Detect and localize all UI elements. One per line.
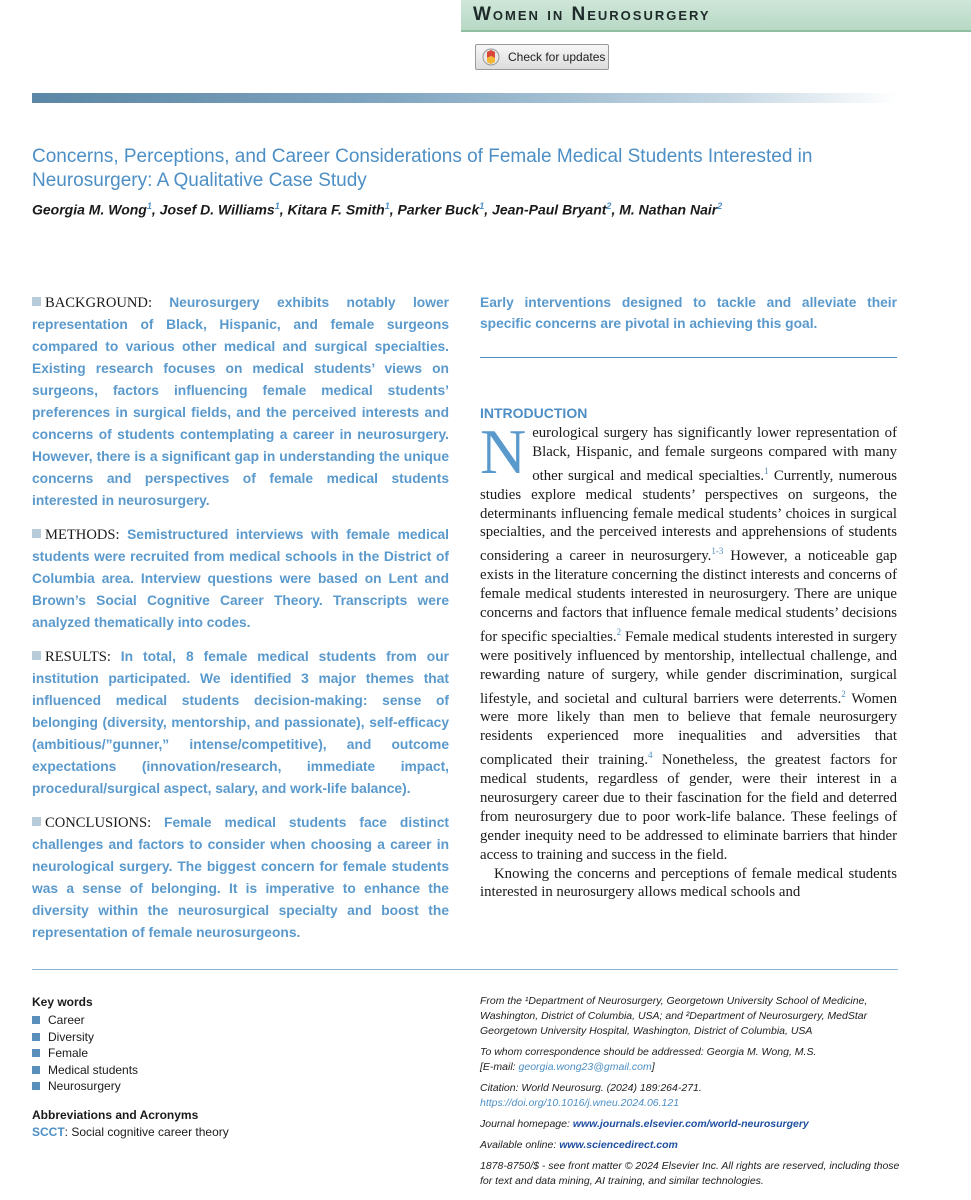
- author-affiliation[interactable]: 1: [274, 201, 280, 211]
- available-label: Available online:: [480, 1139, 560, 1151]
- homepage-label: Journal homepage:: [480, 1118, 573, 1130]
- affiliations: From the ¹Department of Neurosurgery, Georgetown University School of Medicine, Washington, District of Columbia, USA; and ²Department of Neurosurgery, MedStar Georgetown University Hospital, Washington, District of Columbia, USA: [480, 995, 868, 1037]
- drop-cap: N: [480, 416, 527, 487]
- crossmark-icon: [482, 48, 500, 66]
- citation-link[interactable]: 2: [616, 626, 622, 637]
- abstract-text: Early interventions designed to tackle and alleviate their specific concerns are pivotal in achieving this goal.: [480, 295, 897, 331]
- abstract-end-rule: [480, 357, 897, 358]
- citation-link[interactable]: 1-3: [711, 546, 724, 557]
- citation: [480, 1081, 900, 1111]
- citation-link[interactable]: 4: [647, 750, 653, 761]
- author-affiliation[interactable]: 1: [146, 201, 152, 211]
- abstract: [32, 292, 449, 956]
- author-affiliation[interactable]: 1: [479, 201, 485, 211]
- bullet-square-icon: [32, 1066, 40, 1074]
- abstract-text: Neurosurgery exhibits notably lower representation of Black, Hispanic, and female surgeons compared to various other medical and surgical specialties. Existing research focuses on medical students’ views on surgeons, factors influencing female medical students’ preferences in surgical fields, and the perceived interests and concerns of students contemplating a career in neurosurgery. However, there is a significant gap in understanding the unique concerns and perspectives of female medical students interested in neurosurgery.: [32, 295, 450, 508]
- section-marker-icon: [32, 817, 41, 826]
- abstract-heading: RESULTS:: [45, 649, 111, 665]
- sciencedirect-link[interactable]: www.sciencedirect.com: [559, 1139, 678, 1151]
- keywords-heading: Key words: [32, 995, 93, 1009]
- abstract-text: Semistructured interviews with female medical students were recruited from medical schools in the District of Columbia area. Interview questions were based on Lent and Brown’s Social Cognitive Career Theory. Transcripts were analyzed thematically into codes.: [32, 527, 449, 630]
- author-name: Georgia M. Wong: [32, 201, 147, 218]
- correspondence-text: To whom correspondence should be addressed: Georgia M. Wong, M.S.: [480, 1046, 817, 1058]
- section-marker-icon: [32, 529, 41, 538]
- abbreviation-value: : Social cognitive career theory: [64, 1125, 229, 1139]
- keyword-item: [32, 1012, 292, 1029]
- bullet-square-icon: [32, 1016, 40, 1024]
- author-affiliation[interactable]: 1: [384, 201, 390, 211]
- text-run: However, a noticeable gap exists in the literature concerning the distinct interests and concerns of female medical students interested in neurosurgery. There are unique concerns and factors that influence female medical students’ decisions for specific specialties.: [480, 548, 897, 645]
- author-list: Georgia M. Wong$^1$, Josef D. Williams$^1$, Kitara F. Smith$^1$, Parker Buck$^1$, Jean-Paul Bryant$^2$, M. Nathan Nair$^2$: [32, 201, 723, 218]
- correspondence: [480, 1045, 900, 1075]
- author-affiliation[interactable]: 2: [606, 201, 612, 211]
- text-run: Female medical students interested in surgery were positively influenced by mentorship, intellectual challenge, and rewarding nature of surgery, while gender discrimination, surgical lifestyle, and societal and cultural barriers were deterrents.: [480, 628, 897, 707]
- footer-rule: [32, 969, 898, 970]
- section-marker-icon: [32, 651, 41, 660]
- bullet-square-icon: [32, 1082, 40, 1090]
- header-rule: [32, 93, 898, 103]
- abstract-conclusions: [32, 812, 449, 944]
- author-name: M. Nathan Nair: [619, 201, 718, 218]
- keyword-text: Medical students: [48, 1062, 139, 1077]
- abbreviations-heading: Abbreviations and Acronyms: [32, 1108, 199, 1122]
- abbreviations-box: [32, 1108, 332, 1139]
- email-prefix: [E-mail:: [480, 1061, 519, 1073]
- keyword-text: Diversity: [48, 1029, 95, 1044]
- text-run: Currently, numerous studies explore medical students’ perspectives on surgeons, the determinants influencing female medical students’ choices in surgical specialties, and the perceived interests and apprehensions of students considering a career in neurosurgery.: [480, 467, 897, 565]
- keyword-item: [32, 1062, 292, 1079]
- abbreviation-item: [32, 1125, 332, 1139]
- author-name: Kitara F. Smith: [287, 201, 385, 218]
- text-run: Women were more likely than men to believe that female neurosurgery residents experienced more inequalities and adversities that complicated their training.: [480, 690, 898, 769]
- section-heading: INTRODUCTION: [480, 405, 588, 421]
- author-name: Josef D. Williams: [159, 201, 275, 218]
- paragraph: [480, 416, 898, 865]
- author-name: Jean-Paul Bryant: [492, 201, 607, 218]
- keyword-text: Female: [48, 1046, 89, 1060]
- journal-homepage: [480, 1117, 900, 1132]
- abstract-methods: [32, 524, 449, 634]
- author-affiliation[interactable]: 2: [717, 201, 723, 211]
- bullet-square-icon: [32, 1033, 40, 1041]
- abstract-text: In total, 8 female medical students from our institution participated. We identified 3 major themes that influenced medical students decision-making: sense of belonging (diversity, mentorship, and passionate), self-efficacy (ambitious/”gunner,” intense/competitive), and outcome expectations (innovation/research, immediate impact, procedural/surgical aspect, salary, and work-life balance).: [32, 649, 449, 796]
- email-link[interactable]: georgia.wong23@gmail.com: [518, 1061, 652, 1073]
- abstract-text: Female medical students face distinct challenges and factors to consider when choosing a career in neurological surgery. The biggest concern for female students was a sense of belonging. It is imperative to enhance the diversity within the neurosurgical specialty and boost the representation of female neurosurgeons.: [32, 815, 449, 940]
- copyright: 1878-8750/$ - see front matter © 2024 Elsevier Inc. All rights are reserved, including those for text and data mining, AI training, and similar technologies.: [480, 1160, 900, 1187]
- abstract-heading: BACKGROUND:: [45, 295, 153, 311]
- citation-link[interactable]: 1: [764, 465, 769, 476]
- introduction-body: [480, 416, 898, 902]
- banner-text: Women in Neurosurgery: [473, 4, 711, 25]
- homepage-link[interactable]: www.journals.elsevier.com/world-neurosurgery: [572, 1118, 809, 1130]
- doi-link[interactable]: https://doi.org/10.1016/j.wneu.2024.06.121: [480, 1097, 680, 1109]
- check-updates-label: Check for updates: [508, 50, 606, 64]
- email-suffix: ]: [651, 1061, 655, 1073]
- keyword-item: [32, 1078, 292, 1095]
- check-updates-button[interactable]: [475, 44, 609, 70]
- abbreviation-key: SCCT: [32, 1125, 65, 1139]
- abstract-continuation: [480, 292, 897, 334]
- text-run: Nonetheless, the greatest factors for medical students, regardless of gender, were their interest in a neurosurgery career due to their fascination for the field and deterred from neurosurgery due to poor work-life balance. These feelings of gender inequity need to be addressed to eliminate barriers that hinder access to training and success in the field.: [480, 752, 898, 863]
- abstract-heading: METHODS:: [45, 527, 120, 543]
- citation-link[interactable]: 2: [841, 688, 846, 699]
- keyword-item: [32, 1045, 292, 1062]
- author-name: Parker Buck: [397, 201, 480, 218]
- abstract-background: [32, 292, 449, 512]
- keyword-text: Neurosurgery: [48, 1079, 121, 1093]
- article-metadata: [480, 994, 900, 1195]
- abstract-results: [32, 646, 449, 800]
- bullet-square-icon: [32, 1049, 40, 1057]
- available-online: [480, 1138, 900, 1153]
- keywords-box: [32, 995, 292, 1095]
- article-title: Concerns, Perceptions, and Career Considerations of Female Medical Students Interested in Neurosurgery: A Qualitative Case Study: [32, 146, 813, 191]
- section-marker-icon: [32, 297, 41, 306]
- keyword-text: Career: [48, 1013, 85, 1027]
- abstract-heading: CONCLUSIONS:: [45, 815, 152, 831]
- text-run: eurological surgery has significantly lower representation of Black, Hispanic, and female surgeons compared with many other surgical and medical specialties.: [532, 425, 897, 484]
- keyword-item: [32, 1029, 292, 1046]
- citation-text: Citation: World Neurosurg. (2024) 189:264-271.: [480, 1082, 702, 1094]
- journal-section-banner: [461, 0, 971, 32]
- paragraph: Knowing the concerns and perceptions of female medical students interested in neurosurgery allows medical schools and: [480, 865, 897, 901]
